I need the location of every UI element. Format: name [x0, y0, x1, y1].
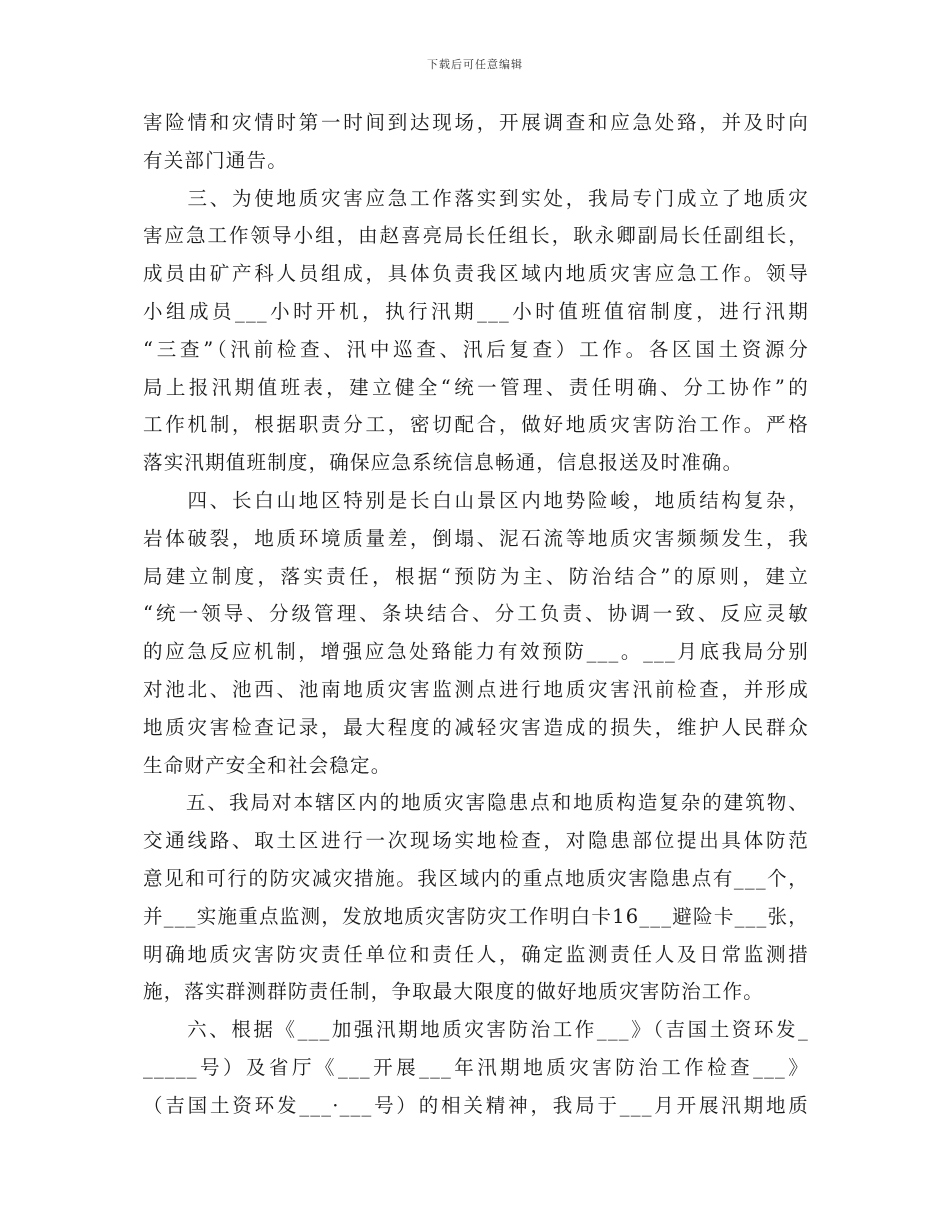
text-line: 害险情和灾情时第一时间到达现场，开展调查和应急处臵，并及时向	[143, 111, 809, 134]
text-line: 三、为使地质灾害应急工作落实到实处，我局专门成立了地质灾	[143, 186, 809, 210]
page-header: 下载后可任意编辑	[427, 58, 523, 71]
text-line: 落实汛期值班制度，确保应急系统信息畅通，信息报送及时准确。	[143, 451, 744, 475]
text-line: 地质灾害检查记录，最大程度的减轻灾害造成的损失，维护人民群众	[143, 715, 809, 739]
text-line: “三查”（汛前检查、汛中巡查、汛后复查）工作。各区国土资源分	[143, 337, 809, 361]
text-line: 害应急工作领导小组，由赵喜亮局长任组长，耿永卿副局长任副组长，	[143, 224, 809, 248]
text-line: 意见和可行的防灾减灾措施。我区域内的重点地质灾害隐患点有___个，	[143, 866, 809, 890]
text-line: 并___实施重点监测，发放地质灾害防灾工作明白卡16___避险卡___张，	[143, 904, 809, 928]
text-line: 有关部门通告。	[143, 148, 288, 172]
paragraph-section-six	[143, 1011, 809, 1124]
text-line: 生命财产安全和社会稳定。	[143, 753, 392, 777]
text-line: 岩体破裂，地质环境质量差，倒塌、泥石流等地质灾害频频发生，我	[143, 526, 809, 550]
text-line: _____号）及省厅《___开展___年汛期地质灾害防治工作检查___》	[143, 1055, 809, 1079]
paragraph-section-three	[143, 180, 809, 482]
text-line: 小组成员___小时开机，执行汛期___小时值班值宿制度，进行汛期	[143, 299, 809, 323]
text-line: 成员由矿产科人员组成，具体负责我区域内地质灾害应急工作。领导	[143, 262, 809, 286]
text-line: “统一领导、分级管理、条块结合、分工负责、协调一致、反应灵敏	[143, 602, 809, 626]
text-line: 局建立制度，落实责任，根据“预防为主、防治结合”的原则，建立	[143, 564, 809, 588]
paragraph-section-four	[143, 482, 809, 784]
document-body	[143, 104, 809, 1125]
text-line: （吉国土资环发___·___号）的相关精神，我局于___月开展汛期地质	[143, 1093, 809, 1117]
text-line: 四、长白山地区特别是长白山景区内地势险峻，地质结构复杂，	[143, 488, 809, 512]
text-line: 五、我局对本辖区内的地质灾害隐患点和地质构造复杂的建筑物、	[143, 791, 809, 815]
paragraph-section-five	[143, 784, 809, 1011]
text-line: 对池北、池西、池南地质灾害监测点进行地质灾害汛前检查，并形成	[143, 677, 809, 701]
text-line: 局上报汛期值班表，建立健全“统一管理、责任明确、分工协作”的	[143, 375, 809, 399]
text-line: 工作机制，根据职责分工，密切配合，做好地质灾害防治工作。严格	[143, 413, 809, 437]
text-line: 明确地质灾害防灾责任单位和责任人，确定监测责任人及日常监测措	[143, 942, 809, 966]
text-line: 交通线路、取土区进行一次现场实地检查，对隐患部位提出具体防范	[143, 829, 809, 853]
text-line: 的应急反应机制，增强应急处臵能力有效预防___。___月底我局分别	[143, 640, 809, 664]
paragraph-hazard-notice	[143, 104, 809, 180]
text-line: 六、根据《___加强汛期地质灾害防治工作___》（吉国土资环发_	[143, 1018, 809, 1042]
text-line: 施，落实群测群防责任制，争取最大限度的做好地质灾害防治工作。	[143, 980, 765, 1004]
